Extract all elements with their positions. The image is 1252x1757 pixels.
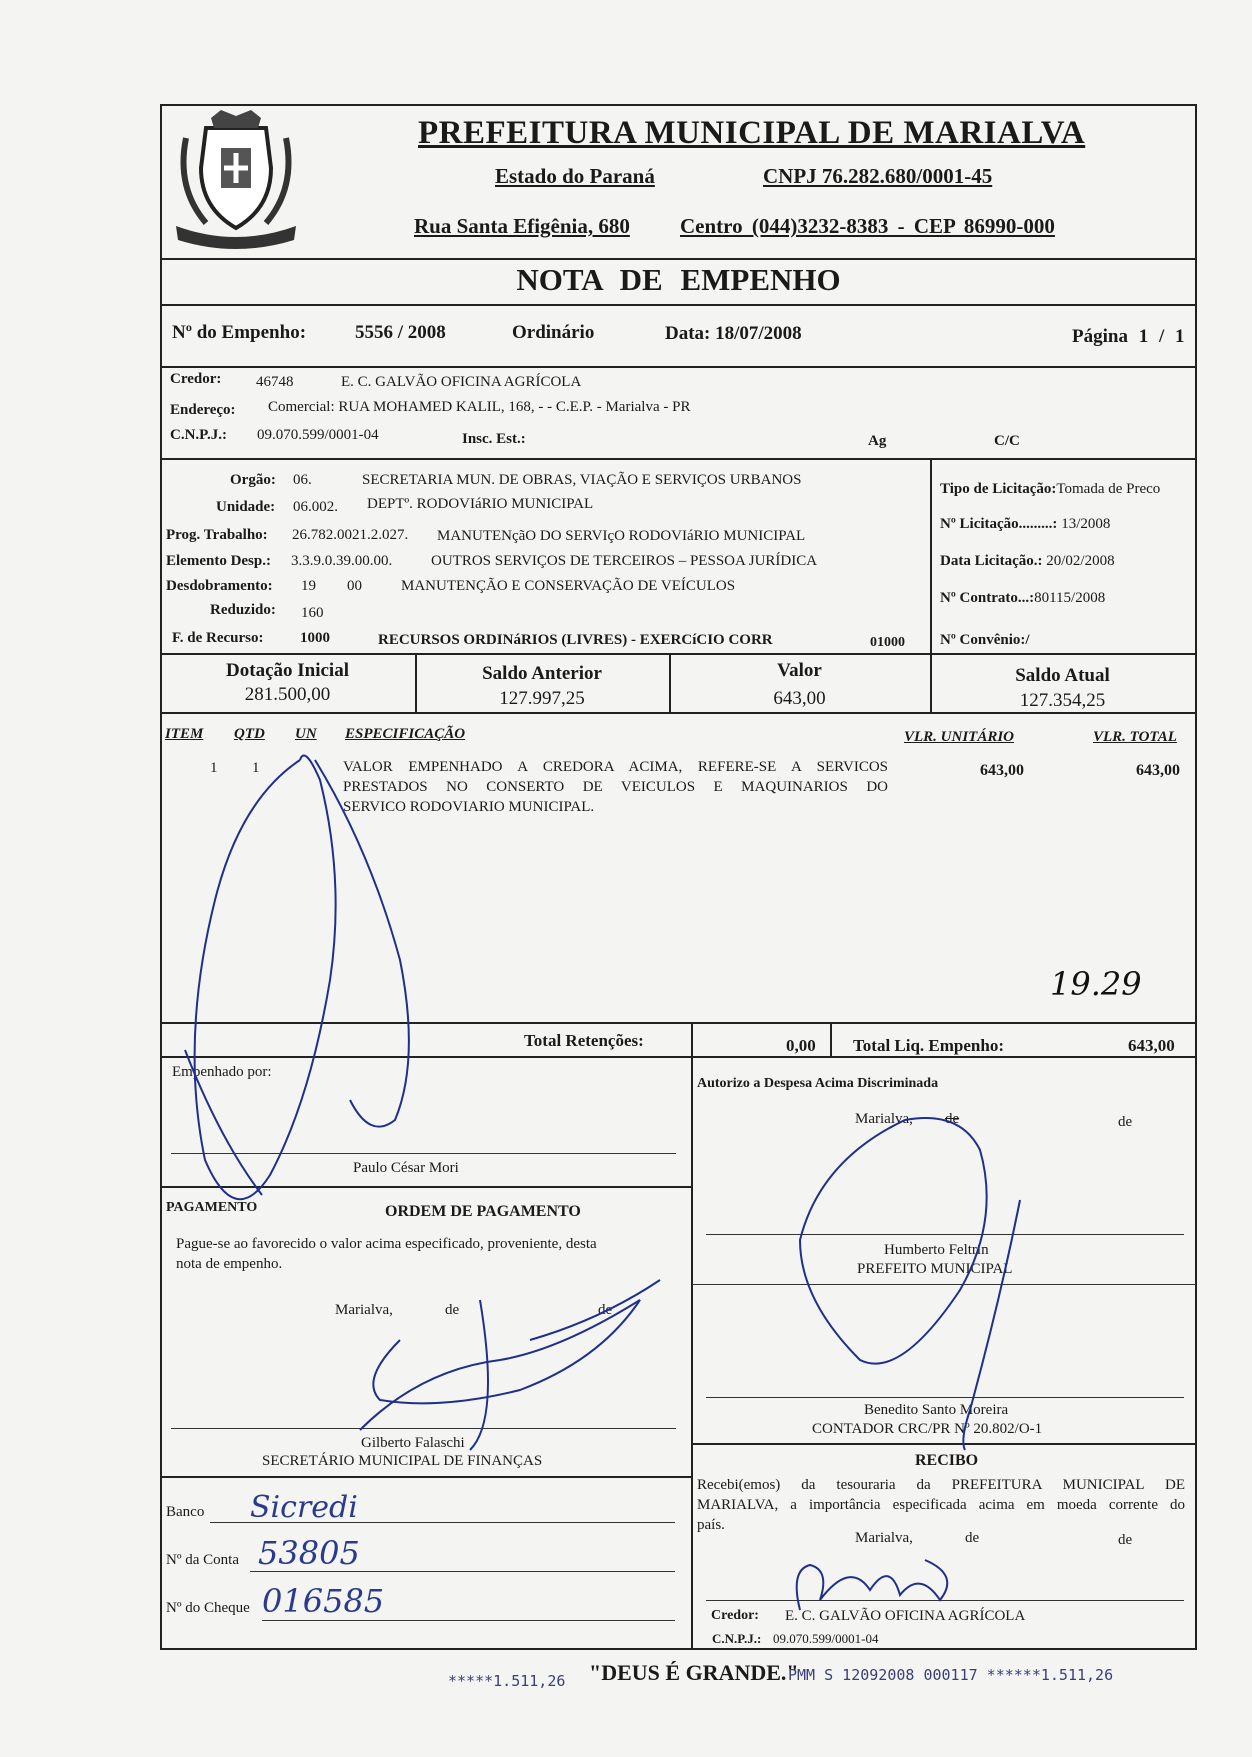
state-label: Estado do Paraná (495, 164, 655, 188)
divider (160, 458, 1197, 460)
ordem-pagamento-label: ORDEM DE PAGAMENTO (385, 1203, 581, 1220)
desdobramento-desc: MANUTENÇÃO E CONSERVAÇÃO DE VEÍCULOS (401, 578, 736, 594)
recibo-place: Marialva, (855, 1530, 913, 1546)
signature-line (171, 1153, 676, 1154)
pagamento-de-1: de (445, 1302, 460, 1318)
autorizo-place: Marialva, (855, 1111, 913, 1127)
pagamento-de-2: de (598, 1302, 613, 1318)
page-title: PREFEITURA MUNICIPAL DE MARIALVA (418, 115, 1086, 151)
data-licitacao (940, 553, 1115, 570)
banco-label: Banco (166, 1504, 205, 1520)
item-spec-line-3: SERVICO RODOVIARIO MUNICIPAL. (343, 799, 595, 815)
data-licitacao-value: 20/02/2008 (1046, 553, 1115, 569)
reduzido-value: 160 (301, 605, 324, 621)
coat-of-arms-logo (166, 108, 306, 253)
valor-label: Valor (777, 660, 822, 681)
signature-line (171, 1428, 676, 1429)
dotacao-label: Dotação Inicial (226, 660, 349, 681)
elemento-desc: OUTROS SERVIÇOS DE TERCEIROS – PESSOA JURÍDICA (431, 553, 818, 569)
signature-line (706, 1397, 1184, 1398)
autorizo-de-2: de (1118, 1114, 1133, 1130)
credor-name: E. C. GALVÃO OFICINA AGRÍCOLA (341, 374, 582, 390)
ag-label: Ag (868, 433, 887, 449)
conta-label: Nº da Conta (166, 1552, 239, 1568)
divider (160, 366, 1197, 368)
cnpj-credor-label: C.N.P.J.: (170, 427, 227, 443)
item-unit-price: 643,00 (980, 762, 1024, 779)
empenho-label: Nº do Empenho: (172, 322, 307, 343)
empenho-type: Ordinário (512, 322, 595, 343)
numero-licitacao-value: 13/2008 (1061, 516, 1111, 532)
desdobramento-code: 19 (301, 578, 316, 594)
empenho-date: Data: 18/07/2008 (665, 323, 802, 344)
item-qtd: 1 (252, 760, 260, 776)
footer-left-stamp: *****1.511,26 (448, 1672, 566, 1690)
document-title: NOTA DE EMPENHO (516, 262, 841, 297)
divider (691, 1056, 693, 1650)
tipo-licitacao-label: Tipo de Licitação: (940, 481, 1057, 497)
saldo-atual-label: Saldo Atual (1015, 665, 1110, 686)
recibo-cnpj-value: 09.070.599/0001-04 (773, 1631, 879, 1646)
numero-contrato-value: 80115/2008 (1034, 590, 1106, 606)
district-phone-label: Centro (044)3232-8383 - CEP 86990-000 (680, 214, 1055, 238)
divider (160, 304, 1197, 306)
divider (160, 1022, 1197, 1024)
col-especificacao: ESPECIFICAÇÃO (345, 726, 466, 742)
prefeito-name: Humberto Feltrin (884, 1242, 989, 1258)
total-liquido-value: 643,00 (1128, 1036, 1175, 1055)
divider (930, 458, 932, 655)
frame-top (160, 104, 1197, 106)
empenhado-name: Paulo César Mori (353, 1160, 459, 1176)
divider (692, 1443, 1197, 1445)
unidade-code: 06.002. (293, 499, 338, 515)
empenho-number: 5556 / 2008 (355, 322, 446, 343)
recurso-desc: RECURSOS ORDINáRIOS (LIVRES) - EXERCíCIO CORR (378, 632, 773, 648)
contador-role: CONTADOR CRC/PR Nº 20.802/O-1 (812, 1421, 1043, 1437)
autorizo-label: Autorizo a Despesa Acima Discriminada (697, 1076, 939, 1091)
valor-value: 643,00 (773, 688, 826, 709)
prog-desc: MANUTENçãO DO SERVIçO RODOVIáRIO MUNICIPAL (437, 528, 806, 544)
divider (160, 258, 1197, 260)
orgao-label: Orgão: (230, 472, 276, 488)
retencoes-label: Total Retenções: (524, 1031, 644, 1050)
recurso-label: F. de Recurso: (172, 630, 264, 646)
address-label: Rua Santa Efigênia, 680 (414, 214, 630, 238)
cc-label: C/C (994, 433, 1020, 449)
conta-value: 53805 (258, 1534, 360, 1572)
dotacao-value: 281.500,00 (244, 684, 331, 705)
signature-line (706, 1234, 1184, 1235)
pague-text-line-1: Pague-se ao favorecido o valor acima especificado, proveniente, desta (176, 1236, 597, 1252)
cheque-label: Nº do Cheque (166, 1600, 250, 1616)
autorizo-de-1: de (945, 1111, 960, 1127)
numero-licitacao (940, 516, 1110, 533)
secretario-role: SECRETÁRIO MUNICIPAL DE FINANÇAS (262, 1453, 543, 1469)
item-number: 1 (210, 760, 218, 776)
recibo-text-line-1: Recebi(emos) da tesouraria da PREFEITURA MUNICIPAL DE (697, 1477, 1185, 1493)
saldo-anterior-value: 127.997,25 (499, 688, 585, 709)
prog-code: 26.782.0021.2.027. (292, 527, 409, 543)
frame-left (160, 104, 162, 1650)
saldo-anterior-label: Saldo Anterior (482, 663, 602, 684)
data-licitacao-label: Data Licitação.: (940, 553, 1043, 569)
numero-convenio: Nº Convênio:/ (940, 632, 1030, 648)
tipo-licitacao-value: Tomada de Preco (1056, 481, 1161, 497)
desdobramento-label: Desdobramento: (166, 578, 273, 594)
recibo-credor-label: Credor: (711, 1608, 759, 1623)
endereco-label: Endereço: (170, 402, 236, 418)
col-un: UN (295, 726, 317, 742)
divider (160, 1476, 692, 1478)
recibo-text-line-2: MARIALVA, a importância especificada acima em moeda corrente do (697, 1497, 1185, 1513)
credor-label: Credor: (170, 371, 222, 387)
total-liquido-label: Total Liq. Empenho: (853, 1036, 1004, 1055)
pague-text-line-2: nota de empenho. (176, 1256, 283, 1272)
secretario-name: Gilberto Falaschi (361, 1435, 465, 1451)
page-number: Página 1 / 1 (1072, 326, 1185, 347)
orgao-code: 06. (293, 472, 312, 488)
cheque-value: 016585 (262, 1582, 385, 1620)
col-qtd: QTD (234, 726, 265, 742)
recibo-de-1: de (965, 1530, 980, 1546)
divider (160, 653, 1197, 655)
col-vlr-unitario: VLR. UNITÁRIO (904, 729, 1015, 745)
cnpj-credor-value: 09.070.599/0001-04 (257, 427, 379, 443)
recurso-code2: 01000 (870, 635, 905, 650)
elemento-code: 3.3.9.0.39.00.00. (291, 553, 393, 569)
pagamento-label: PAGAMENTO (166, 1200, 258, 1215)
divider (160, 1186, 692, 1188)
saldo-atual-value: 127.354,25 (1019, 690, 1106, 711)
insc-est-label: Insc. Est.: (462, 431, 526, 447)
recurso-code: 1000 (300, 630, 330, 646)
col-item: ITEM (165, 726, 204, 742)
frame-right (1195, 104, 1197, 1650)
prefeito-role: PREFEITO MUNICIPAL (857, 1261, 1013, 1277)
col-vlr-total: VLR. TOTAL (1093, 729, 1177, 745)
recibo-de-2: de (1118, 1532, 1133, 1548)
orgao-desc: SECRETARIA MUN. DE OBRAS, VIAÇÃO E SERVIÇOS URBANOS (362, 472, 802, 488)
divider (691, 1022, 693, 1057)
recibo-credor-value: E. C. GALVÃO OFICINA AGRÍCOLA (785, 1608, 1026, 1624)
endereco-value: Comercial: RUA MOHAMED KALIL, 168, - - C.E.P. - Marialva - PR (268, 399, 691, 415)
reduzido-label: Reduzido: (210, 602, 276, 618)
contador-name: Benedito Santo Moreira (864, 1402, 1009, 1418)
recibo-cnpj-label: C.N.P.J.: (712, 1631, 762, 1646)
handwritten-note: 19.29 (1050, 965, 1142, 1003)
desdobramento-code2: 00 (347, 578, 362, 594)
elemento-label: Elemento Desp.: (166, 553, 271, 569)
signature-line (706, 1600, 1184, 1601)
banco-value: Sicredi (250, 1490, 358, 1525)
item-spec-line-1: VALOR EMPENHADO A CREDORA ACIMA, REFERE-SE A SERVICOS (343, 759, 888, 775)
footer-print-code: PMM S 12092008 000117 ******1.511,26 (788, 1666, 1114, 1684)
divider (160, 1056, 1197, 1058)
item-total: 643,00 (1136, 762, 1180, 779)
divider (830, 1022, 832, 1057)
recibo-text-line-3: país. (697, 1517, 725, 1533)
empenhado-label: Empenhado por: (172, 1064, 272, 1080)
unidade-label: Unidade: (216, 499, 276, 515)
unidade-desc: DEPTº. RODOVIáRIO MUNICIPAL (367, 496, 594, 512)
numero-contrato-label: Nº Contrato...: (940, 590, 1035, 606)
divider (160, 712, 1197, 714)
divider (692, 1284, 1196, 1285)
frame-bottom (160, 1648, 1197, 1650)
prog-label: Prog. Trabalho: (166, 527, 268, 543)
credor-code: 46748 (256, 374, 294, 390)
cheque-line (262, 1620, 675, 1621)
numero-contrato (940, 590, 1105, 607)
item-spec-line-2: PRESTADOS NO CONSERTO DE VEICULOS E MAQUINARIOS DO (343, 779, 888, 795)
tipo-licitacao (940, 481, 1160, 498)
cnpj-label: CNPJ 76.282.680/0001-45 (763, 164, 993, 188)
retencoes-value: 0,00 (786, 1036, 816, 1055)
footer-motto: "DEUS É GRANDE." (589, 1660, 799, 1685)
recibo-title: RECIBO (915, 1452, 979, 1469)
numero-licitacao-label: Nº Licitação.........: (940, 516, 1058, 532)
pagamento-place: Marialva, (335, 1302, 393, 1318)
